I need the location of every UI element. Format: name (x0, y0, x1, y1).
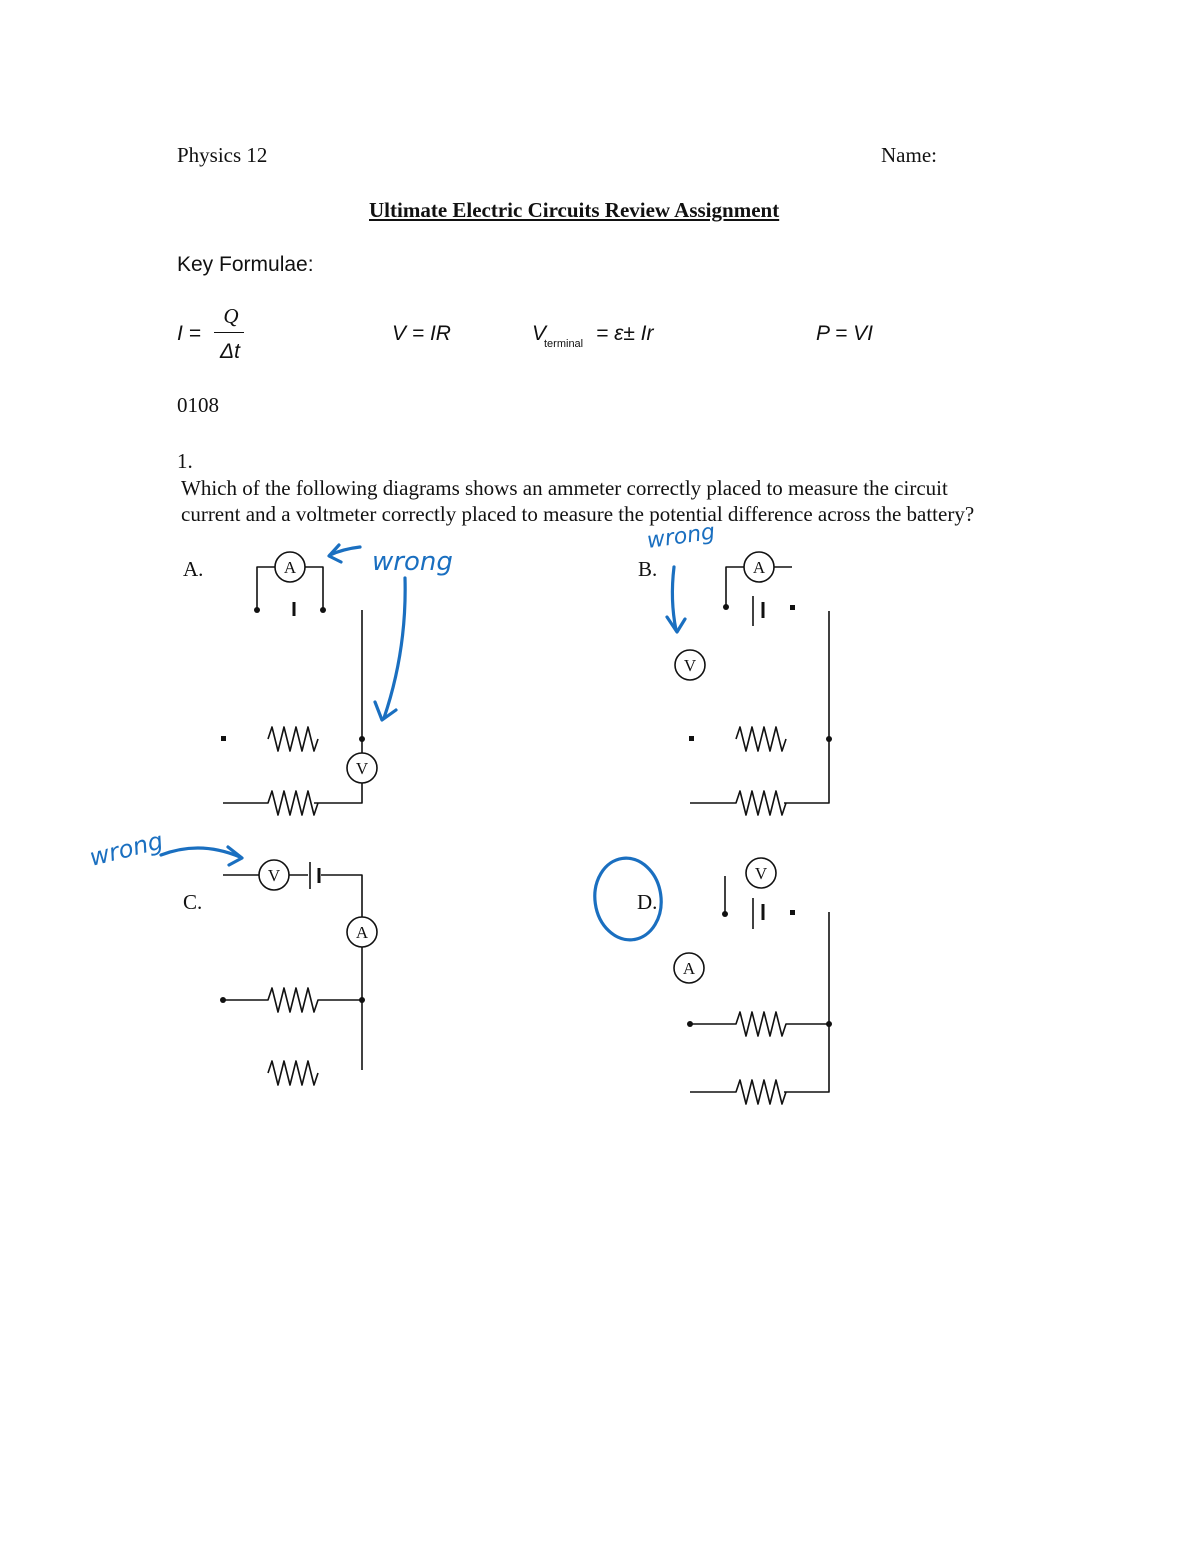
wrong-note-c: wrong (86, 826, 166, 872)
formula-terminal-rhs: = ε± Ir (596, 322, 654, 345)
question-code: 0108 (177, 393, 219, 417)
resistor (690, 1012, 829, 1036)
question-text-line2: current and a voltmeter correctly placed to measure the potential difference across the battery? (181, 502, 975, 526)
resistor (223, 791, 318, 815)
resistor (690, 791, 786, 815)
voltmeter-c-label: V (267, 866, 281, 885)
diagram-b (690, 567, 829, 815)
formula-current-numerator: Q (223, 304, 239, 328)
question-text-line1: Which of the following diagrams shows an ammeter correctly placed to measure the circuit (181, 476, 948, 500)
formula-terminal-subscript: terminal (544, 338, 584, 350)
voltmeter-b-label: V (683, 656, 697, 675)
diagram-c (223, 862, 362, 1085)
question-number: 1. (177, 449, 193, 473)
wire (314, 783, 362, 803)
terminal-dots (220, 604, 832, 1027)
resistor (736, 727, 786, 751)
arrow-line (672, 567, 676, 630)
wire (257, 567, 275, 610)
formulae-label: Key Formulae: (177, 253, 314, 276)
wrong-note-a: wrong (372, 547, 453, 577)
formula-current-lhs: I = (177, 322, 201, 345)
wire (305, 567, 323, 610)
resistor (268, 1061, 318, 1085)
page-title: Ultimate Electric Circuits Review Assignment (369, 198, 780, 222)
diagram-d (690, 876, 829, 1104)
resistor (690, 1080, 786, 1104)
wire (726, 567, 744, 606)
option-a-label: A. (183, 557, 204, 581)
wire (321, 875, 362, 917)
option-c-label: C. (183, 890, 203, 914)
formula-power: P = VI (816, 322, 874, 345)
formula-ohm: V = IR (392, 322, 451, 345)
ammeter-c-label: A (355, 923, 369, 942)
arrow-line (161, 848, 240, 857)
wire (784, 912, 829, 1092)
wrong-note-b: wrong (645, 519, 717, 554)
arrow-line (384, 578, 405, 718)
formula-current-denominator: Δt (220, 340, 240, 363)
voltmeter-a-label: V (355, 759, 369, 778)
option-d-label: D. (637, 890, 658, 914)
voltmeter-d-label: V (754, 864, 768, 883)
answer-circle (590, 854, 667, 944)
handwritten-annotations (161, 545, 685, 944)
formula-terminal-v: V (532, 322, 547, 345)
ammeter-a-label: A (283, 558, 297, 577)
ammeter-b-label: A (752, 558, 766, 577)
diagram-a (223, 567, 362, 815)
wire (784, 611, 829, 803)
name-label: Name: (881, 143, 937, 167)
resistor (268, 727, 318, 751)
option-b-label: B. (638, 557, 658, 581)
ammeter-d-label: A (682, 959, 696, 978)
resistor (223, 988, 362, 1012)
course-title: Physics 12 (177, 143, 268, 167)
